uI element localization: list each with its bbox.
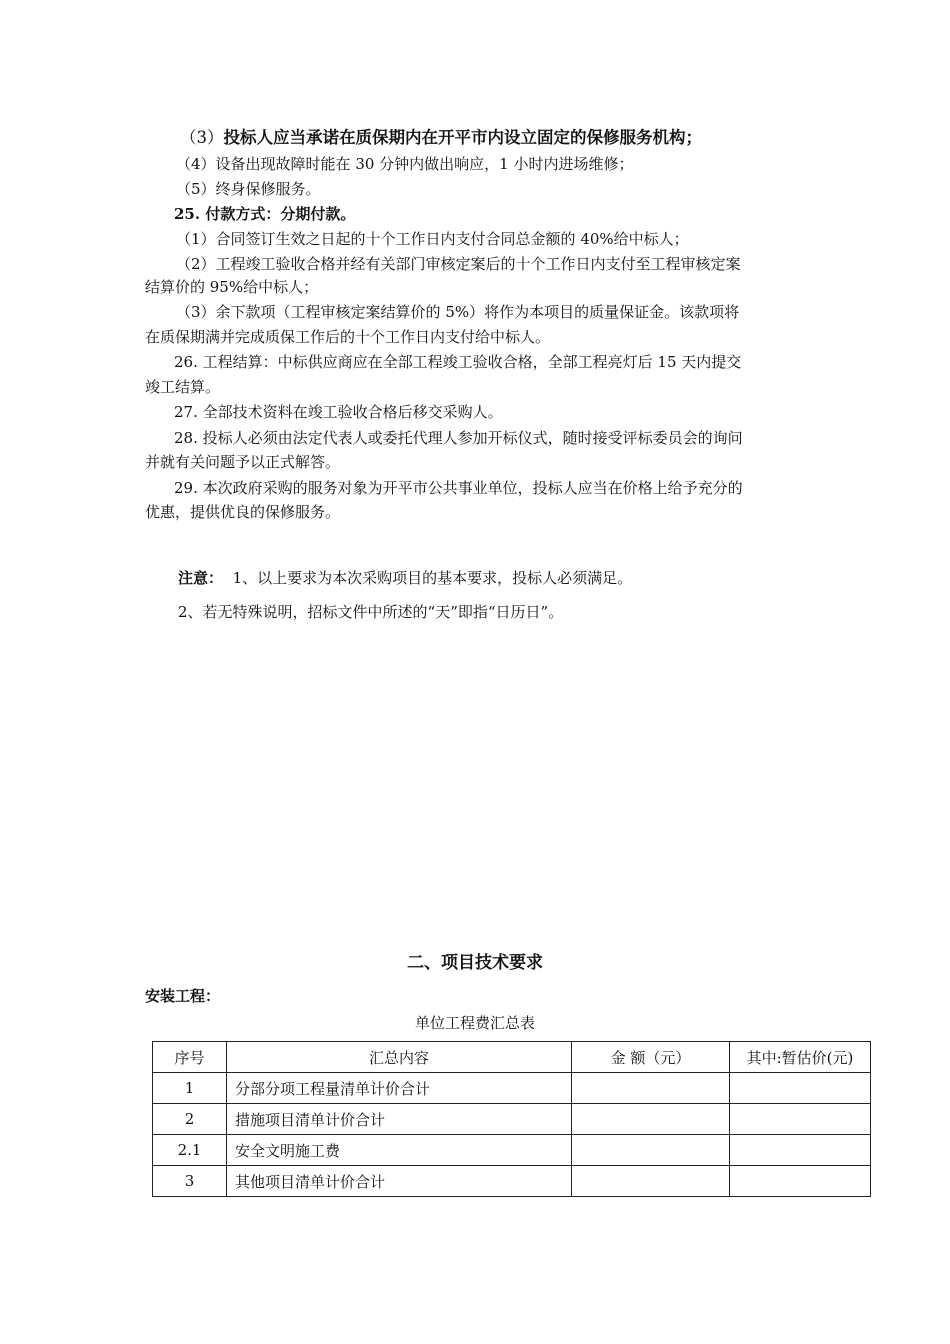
row-provisional — [730, 1166, 871, 1197]
header-provisional: 其中:暂估价(元) — [730, 1042, 871, 1073]
row-provisional — [730, 1073, 871, 1104]
clause-line-1 — [180, 128, 702, 148]
note-line-1 — [178, 568, 632, 588]
summary-table — [152, 1041, 871, 1197]
header-amount: 金 额（元） — [572, 1042, 730, 1073]
clause-bold-text: 投标人应当承诺在质保期内在开平市内设立固定的保修服务机构； — [223, 128, 702, 147]
table-row — [153, 1104, 871, 1135]
clause-line-3: （5）终身保修服务。 — [176, 180, 321, 198]
row-content: 安全文明施工费 — [227, 1135, 572, 1166]
payment-line-2-cont: 结算价的 95%给中标人； — [145, 278, 319, 296]
opening-line-cont: 并就有关问题予以正式解答。 — [145, 453, 341, 471]
opening-line: 28. 投标人必须由法定代表人或委托代理人参加开标仪式，随时接受评标委员会的询问 — [174, 429, 743, 447]
note-item-1: 1、以上要求为本次采购项目的基本要求，投标人必须满足。 — [232, 569, 633, 587]
settlement-line: 26. 工程结算：中标供应商应在全部工程竣工验收合格，全部工程亮灯后 15 天内提交 — [174, 353, 742, 371]
note-item-2: 2、若无特殊说明，招标文件中所述的“天”即指“日历日”。 — [178, 603, 564, 621]
service-line-cont: 优惠，提供优良的保修服务。 — [145, 503, 341, 521]
payment-line-3: （3）余下款项（工程审核定案结算价的 5%）将作为本项目的质量保证金。该款项将 — [176, 303, 740, 321]
row-index: 3 — [153, 1166, 227, 1197]
row-index: 2.1 — [153, 1135, 227, 1166]
row-index: 2 — [153, 1104, 227, 1135]
payment-heading: 25. 付款方式：分期付款。 — [174, 205, 356, 223]
payment-line-3-cont: 在质保期满并完成质保工作后的十个工作日内支付给中标人。 — [145, 328, 551, 346]
service-line: 29. 本次政府采购的服务对象为开平市公共事业单位，投标人应当在价格上给予充分的 — [174, 479, 743, 497]
documents-line: 27. 全部技术资料在竣工验收合格后移交采购人。 — [174, 403, 503, 421]
row-index: 1 — [153, 1073, 227, 1104]
row-amount — [572, 1135, 730, 1166]
row-provisional — [730, 1104, 871, 1135]
table-header-row — [153, 1042, 871, 1073]
table-row — [153, 1166, 871, 1197]
row-amount — [572, 1166, 730, 1197]
table-row — [153, 1073, 871, 1104]
row-amount — [572, 1073, 730, 1104]
table-row — [153, 1135, 871, 1166]
table-caption: 单位工程费汇总表 — [414, 1014, 535, 1032]
clause-prefix: （3） — [180, 128, 224, 147]
row-amount — [572, 1104, 730, 1135]
header-content: 汇总内容 — [227, 1042, 572, 1073]
row-content: 其他项目清单计价合计 — [227, 1166, 572, 1197]
clause-line-2: （4）设备出现故障时能在 30 分钟内做出响应，1 小时内进场维修； — [176, 155, 634, 173]
payment-line-1: （1）合同签订生效之日起的十个工作日内支付合同总金额的 40%给中标人； — [176, 230, 689, 248]
payment-line-2: （2）工程竣工验收合格并经有关部门审核定案后的十个工作日内支付至工程审核定案 — [176, 255, 741, 273]
row-provisional — [730, 1135, 871, 1166]
row-content: 分部分项工程量清单计价合计 — [227, 1073, 572, 1104]
settlement-line-cont: 竣工结算。 — [145, 378, 221, 396]
header-index: 序号 — [153, 1042, 227, 1073]
row-content: 措施项目清单计价合计 — [227, 1104, 572, 1135]
note-label: 注意： — [178, 569, 224, 587]
section-title: 二、项目技术要求 — [407, 953, 543, 973]
section-subtitle: 安装工程： — [145, 987, 221, 1005]
